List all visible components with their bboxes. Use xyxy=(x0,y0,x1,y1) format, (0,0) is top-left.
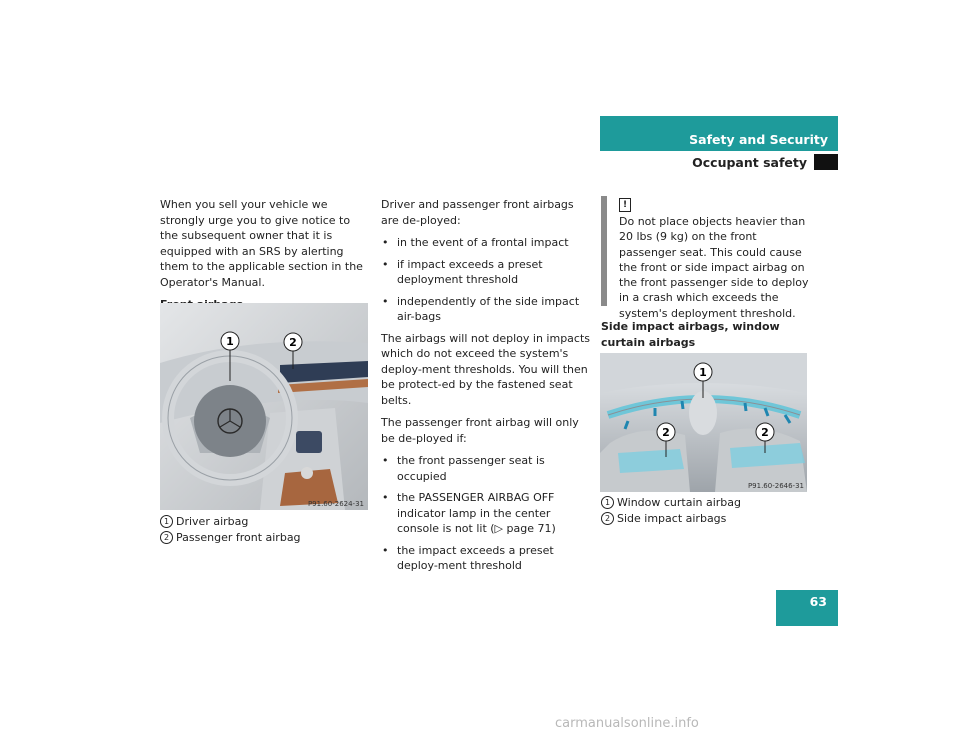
caption-item xyxy=(601,495,811,511)
section-title: Safety and Security xyxy=(689,132,828,147)
side-airbags-figure xyxy=(600,353,807,492)
side-airbags-captions xyxy=(601,495,811,527)
figure-callout-2b: 2 xyxy=(761,426,769,439)
deployment-list xyxy=(381,235,591,325)
warning-icon: ! xyxy=(619,198,631,212)
column-2 xyxy=(381,197,591,580)
caption-item xyxy=(160,514,368,530)
warning-note xyxy=(601,196,811,320)
list-item: • the PASSENGER AIRBAG OFF indicator lamp in the center console is not lit (▷ page 71) xyxy=(381,490,591,537)
list-item: • independently of the side impact air-bags xyxy=(381,294,591,325)
front-airbags-figure xyxy=(160,303,368,510)
caption-text: Side impact airbags xyxy=(617,512,727,525)
passenger-paragraph: The passenger front airbag will only be de-ployed if: xyxy=(381,416,579,445)
caption-number: 1 xyxy=(160,515,173,528)
front-airbags-captions xyxy=(160,514,368,546)
threshold-paragraph: The airbags will not deploy in impacts which do not exceed the system's deploy-ment thresholds. You will then be protect-ed by the fastened seat belts. xyxy=(381,331,591,407)
caption-number: 2 xyxy=(601,512,614,525)
warning-text: Do not place objects heavier than 20 lbs (9 kg) on the front passenger seat. This could cause the front or side impact airbag on the front passenger side to deploy in a crash which exceeds the system's deployment threshold. xyxy=(619,215,809,320)
caption-item xyxy=(160,530,368,546)
figure-callout-1: 1 xyxy=(226,335,234,348)
list-item: • if impact exceeds a preset deployment threshold xyxy=(381,257,591,288)
caption-number: 1 xyxy=(601,496,614,509)
column-1 xyxy=(160,197,368,320)
figure-code: P91.60-2624-31 xyxy=(307,500,364,508)
figure-callout-1: 1 xyxy=(699,366,707,379)
watermark: carmanualsonline.info xyxy=(555,716,699,731)
section-header-bar xyxy=(600,116,838,151)
passenger-conditions-list xyxy=(381,453,591,574)
page-number: 63 xyxy=(809,594,827,609)
deployment-paragraph: Driver and passenger front airbags are de-ployed: xyxy=(381,198,574,227)
subsection-title: Occupant safety xyxy=(692,155,807,170)
figure-callout-2: 2 xyxy=(289,336,297,349)
caption-item xyxy=(601,511,811,527)
page-number-box xyxy=(776,590,838,626)
figure-code: P91.60-2646-31 xyxy=(747,482,804,490)
note-bar xyxy=(601,196,607,306)
list-item: • the impact exceeds a preset deploy-ment threshold xyxy=(381,543,591,574)
list-item: • in the event of a frontal impact xyxy=(381,235,591,251)
section-marker xyxy=(814,154,838,170)
caption-text: Passenger front airbag xyxy=(176,531,301,544)
caption-text: Window curtain airbag xyxy=(617,496,742,509)
figure-callout-2: 2 xyxy=(662,426,670,439)
caption-number: 2 xyxy=(160,531,173,544)
caption-text: Driver airbag xyxy=(176,515,249,528)
intro-paragraph: When you sell your vehicle we strongly urge you to give notice to the subsequent owner that it is equipped with an SRS by alerting them to the applicable section in the Operator's Manual. xyxy=(160,198,363,289)
list-item: • the front passenger seat is occupied xyxy=(381,453,591,484)
side-airbags-heading: Side impact airbags, window curtain airbags xyxy=(601,320,780,349)
